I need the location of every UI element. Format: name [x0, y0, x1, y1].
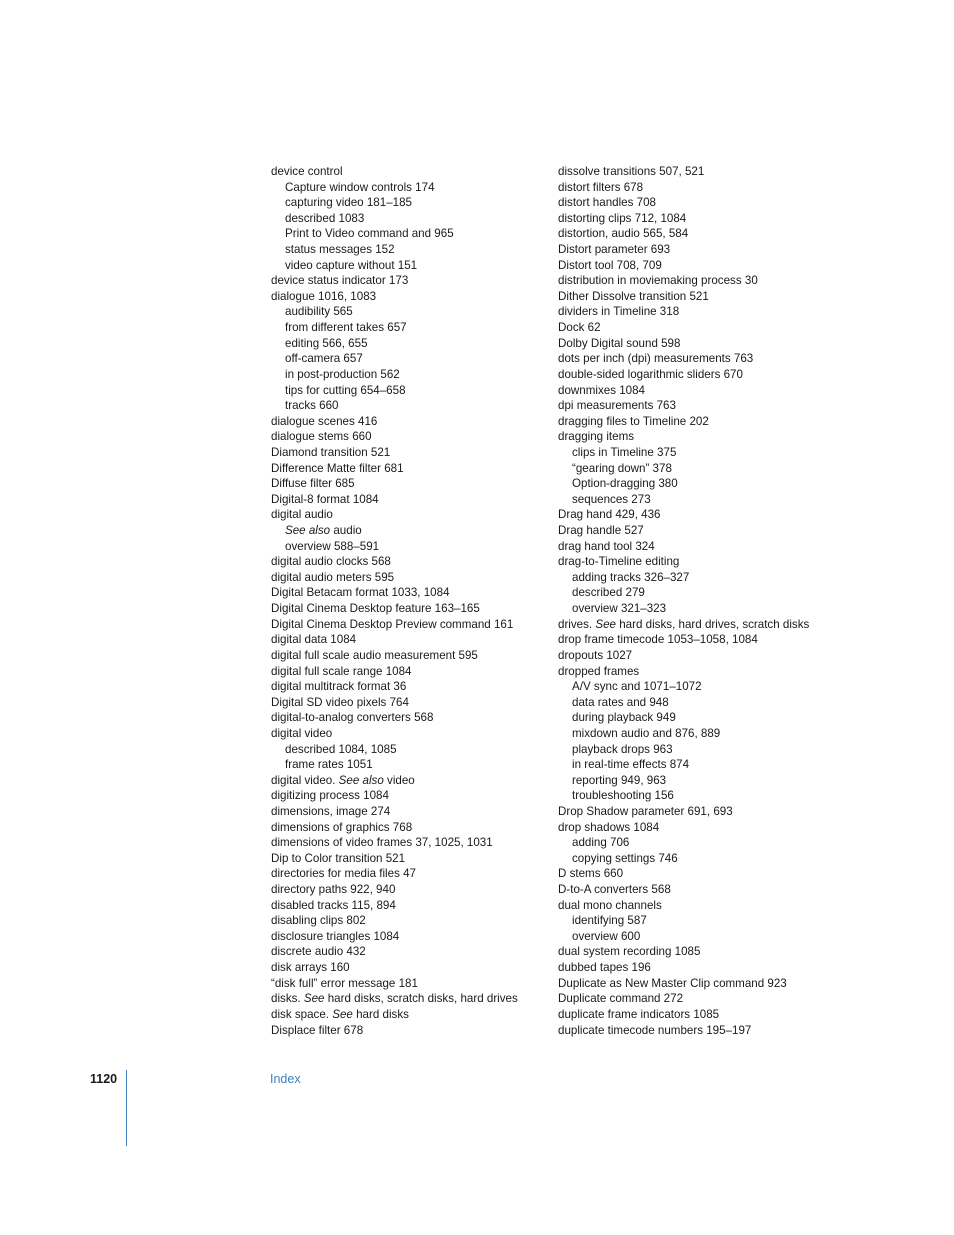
entry-text: hard disks, scratch disks, hard drives	[324, 992, 518, 1006]
index-entry	[558, 617, 848, 633]
index-entry: digital video	[271, 726, 333, 740]
index-entry	[271, 773, 546, 789]
index-subentry: overview 588–591	[285, 539, 380, 553]
index-entry	[271, 991, 546, 1007]
entry-text: hard disks, hard drives, scratch disks	[616, 617, 810, 631]
index-subentry: data rates and 948	[572, 695, 669, 709]
index-column-right	[558, 164, 848, 1038]
index-subentry: described 279	[572, 586, 645, 600]
index-subentry: adding tracks 326–327	[572, 570, 690, 584]
cross-reference: See	[332, 1007, 353, 1021]
index-entry: dissolve transitions 507, 521	[558, 165, 705, 178]
index-subentry: adding 706	[572, 836, 630, 850]
index-subentry: Print to Video command and 965	[285, 227, 454, 241]
entry-text: audio	[330, 524, 362, 538]
index-subentry: described 1083	[285, 211, 365, 225]
index-entry: Dock 62	[558, 321, 601, 335]
index-subentry: capturing video 181–185	[285, 196, 412, 210]
entry-text: disks.	[271, 992, 304, 1006]
index-entry: dropouts 1027	[558, 648, 633, 662]
index-entry: D stems 660	[558, 867, 624, 881]
index-entry: distort filters 678	[558, 180, 644, 194]
index-entry: distorting clips 712, 1084	[558, 211, 687, 225]
index-entry: drop shadows 1084	[558, 820, 660, 834]
index-entry: dpi measurements 763	[558, 399, 676, 413]
index-subentry: clips in Timeline 375	[572, 445, 677, 459]
index-entry: directories for media files 47	[271, 867, 416, 881]
index-entry: directory paths 922, 940	[271, 883, 396, 897]
index-entry: dropped frames	[558, 664, 640, 678]
entry-text: hard disks	[352, 1007, 409, 1021]
index-entry: digital audio	[271, 508, 333, 522]
index-entry: digital data 1084	[271, 633, 357, 647]
index-subentry: mixdown audio and 876, 889	[572, 726, 721, 740]
index-entry: Distort parameter 693	[558, 243, 671, 257]
index-entry: disk arrays 160	[271, 961, 350, 975]
index-entry: drag hand tool 324	[558, 539, 655, 553]
index-entry: Digital Cinema Desktop feature 163–165	[271, 602, 480, 616]
index-subentry: frame rates 1051	[285, 758, 373, 772]
cross-reference: See	[595, 617, 617, 631]
index-entry: Digital Betacam format 1033, 1084	[271, 586, 450, 600]
index-entry: digitizing process 1084	[271, 789, 389, 803]
index-entry: distortion, audio 565, 584	[558, 227, 689, 241]
index-entry: dubbed tapes 196	[558, 961, 651, 975]
index-subentry: status messages 152	[285, 243, 395, 257]
index-entry: dividers in Timeline 318	[558, 305, 680, 319]
index-entry: duplicate timecode numbers 195–197	[558, 1023, 752, 1037]
index-subentry: during playback 949	[572, 711, 676, 725]
index-subentry: overview 600	[572, 929, 641, 943]
index-entry: digital audio clocks 568	[271, 555, 391, 569]
index-subentry: reporting 949, 963	[572, 773, 667, 787]
index-entry: dialogue stems 660	[271, 430, 372, 444]
index-entry: dots per inch (dpi) measurements 763	[558, 352, 754, 366]
index-entry: dialogue scenes 416	[271, 414, 378, 428]
index-entry: digital-to-analog converters 568	[271, 711, 434, 725]
index-subentry: off-camera 657	[285, 352, 363, 366]
index-subentry: Capture window controls 174	[285, 180, 435, 194]
index-subentry: from different takes 657	[285, 321, 407, 335]
cross-reference: See also	[338, 773, 384, 787]
index-entry: double-sided logarithmic sliders 670	[558, 367, 743, 381]
cross-reference: See also	[285, 524, 331, 538]
index-subentry: identifying 587	[572, 914, 647, 928]
index-entry: drop frame timecode 1053–1058, 1084	[558, 633, 758, 647]
index-entry: “disk full” error message 181	[271, 976, 418, 990]
footer-divider	[126, 1070, 127, 1146]
cross-reference: See	[303, 992, 325, 1006]
index-subentry: described 1084, 1085	[285, 742, 397, 756]
index-entry: Digital-8 format 1084	[271, 492, 379, 506]
page-number: 1120	[90, 1072, 118, 1086]
index-entry: Displace filter 678	[271, 1023, 364, 1037]
index-entry: digital multitrack format 36	[271, 680, 407, 694]
index-entry: downmixes 1084	[558, 383, 646, 397]
index-entry: duplicate frame indicators 1085	[558, 1007, 720, 1021]
index-subentry: audibility 565	[285, 305, 353, 319]
index-entry: Digital SD video pixels 764	[271, 695, 409, 709]
index-entry: Drag hand 429, 436	[558, 508, 661, 522]
index-entry: Dip to Color transition 521	[271, 851, 406, 865]
index-entry: dual system recording 1085	[558, 945, 701, 959]
index-subentry: editing 566, 655	[285, 336, 368, 350]
index-entry: digital full scale audio measurement 595	[271, 648, 478, 662]
index-entry: D-to-A converters 568	[558, 883, 671, 897]
index-subentry: video capture without 151	[285, 258, 418, 272]
index-subentry: troubleshooting 156	[572, 789, 674, 803]
index-entry: Dither Dissolve transition 521	[558, 289, 709, 303]
index-column-left	[271, 164, 546, 1038]
index-subentry: tracks 660	[285, 399, 339, 413]
index-entry: dialogue 1016, 1083	[271, 289, 377, 303]
entry-text: video	[383, 773, 415, 787]
index-entry: Diamond transition 521	[271, 445, 391, 459]
index-entry: dimensions, image 274	[271, 804, 391, 818]
index-subentry: “gearing down” 378	[572, 461, 672, 475]
index-entry: distort handles 708	[558, 196, 656, 210]
index-entry: dimensions of video frames 37, 1025, 1031	[271, 836, 493, 850]
index-entry: digital audio meters 595	[271, 570, 395, 584]
index-entry: Difference Matte filter 681	[271, 461, 404, 475]
entry-text: drives.	[558, 617, 596, 631]
index-entry: disclosure triangles 1084	[271, 929, 400, 943]
index-entry: Diffuse filter 685	[271, 477, 355, 491]
index-entry: dragging files to Timeline 202	[558, 414, 709, 428]
index-subentry: Option-dragging 380	[572, 477, 678, 491]
index-subentry: overview 321–323	[572, 602, 667, 616]
index-entry: Drop Shadow parameter 691, 693	[558, 804, 733, 818]
entry-text: disk space.	[271, 1007, 333, 1021]
index-entry: discrete audio 432	[271, 945, 366, 959]
index-subentry: A/V sync and 1071–1072	[572, 680, 702, 694]
index-subentry	[271, 523, 546, 539]
index-entry: disabled tracks 115, 894	[271, 898, 396, 912]
index-subentry: tips for cutting 654–658	[285, 383, 406, 397]
index-entry: Digital Cinema Desktop Preview command 161	[271, 617, 514, 631]
index-entry: digital full scale range 1084	[271, 664, 412, 678]
index-entry: Distort tool 708, 709	[558, 258, 662, 272]
index-entry: device status indicator 173	[271, 274, 409, 288]
index-entry: dual mono channels	[558, 898, 662, 912]
index-entry: dragging items	[558, 430, 635, 444]
index-entry: device control	[271, 165, 343, 178]
index-entry: Duplicate as New Master Clip command 923	[558, 976, 787, 990]
index-entry: Dolby Digital sound 598	[558, 336, 681, 350]
section-label: Index	[270, 1072, 301, 1086]
index-subentry: in post-production 562	[285, 367, 400, 381]
index-subentry: playback drops 963	[572, 742, 673, 756]
index-entry	[271, 1007, 546, 1023]
index-subentry: sequences 273	[572, 492, 651, 506]
index-entry: Drag handle 527	[558, 524, 644, 538]
index-entry: dimensions of graphics 768	[271, 820, 413, 834]
index-entry: drag-to-Timeline editing	[558, 555, 680, 569]
entry-text: digital video.	[271, 773, 339, 787]
index-entry: disabling clips 802	[271, 914, 366, 928]
index-subentry: copying settings 746	[572, 851, 678, 865]
index-entry: Duplicate command 272	[558, 992, 684, 1006]
index-subentry: in real-time effects 874	[572, 758, 690, 772]
index-entry: distribution in moviemaking process 30	[558, 274, 758, 288]
